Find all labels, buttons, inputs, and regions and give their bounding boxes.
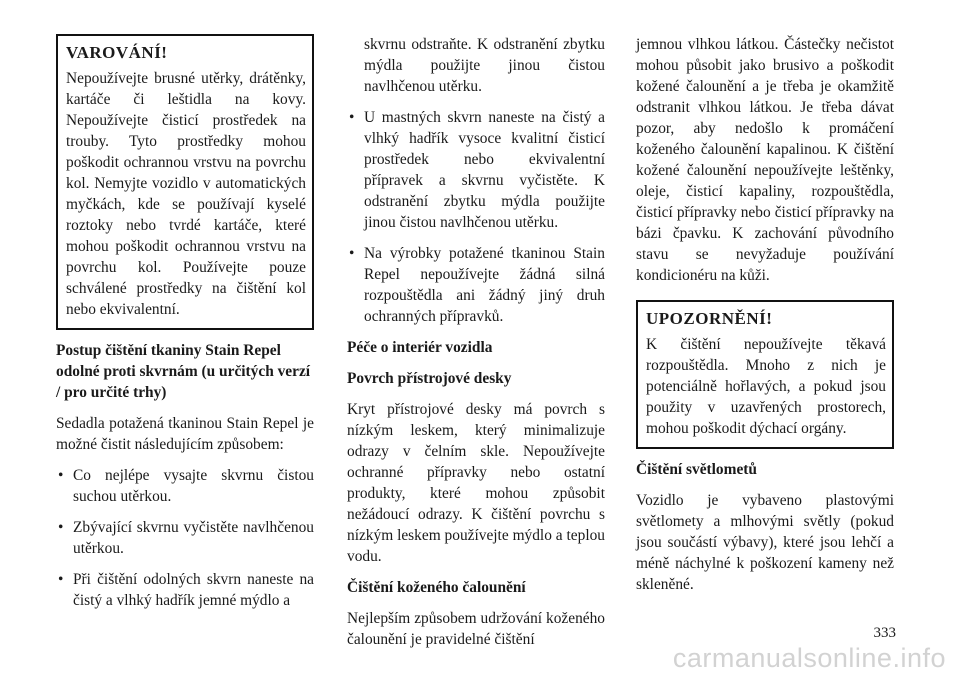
warning-box xyxy=(56,34,314,330)
list-item: • Na výrobky potažené tkaninou Stain Repel nepoužívejte žádná silná rozpouštědla ani žádný jiný druh ochranných přípravků. xyxy=(347,243,605,327)
bullet-continuation: skvrnu odstraňte. K odstranění zbytku mýdla použijte jinou čistou navlhčenou utěrku. xyxy=(364,36,605,95)
leather-heading: Čištění koženého čalounění xyxy=(347,579,526,596)
headlights-heading: Čištění světlometů xyxy=(636,461,757,478)
list-item: • Zbývající skvrnu vyčistěte navlhčenou utěrkou. xyxy=(56,517,314,559)
stain-repel-bullets xyxy=(56,465,314,611)
interior-care-heading: Péče o interiér vozidla xyxy=(347,339,493,356)
list-item: • Při čištění odolných skvrn naneste na čistý a vlhký hadřík jemné mýdlo a xyxy=(56,569,314,611)
column-1 xyxy=(56,34,314,621)
stain-repel-bullets-continued xyxy=(347,107,605,327)
leather-paragraph-continued: jemnou vlhkou látkou. Částečky nečistot mohou působit jako brusivo a poškodit kožené čalounění a je třeba je okamžitě odstranit vlhkou látkou. Je třeba dávat pozor, aby nedošlo k promáčení koženého čalounění kapalinou. K čištění kožené čalounění nepoužívejte leštěnky, oleje, čisticí kapaliny, rozpouštědla, čisticí přípravky nebo čisticí přípravky na bázi čpavku. K zachování původního stavu se nevyžaduje používání kondicionéru na kůži. xyxy=(636,36,894,284)
stain-repel-intro: Sedadla potažená tkaninou Stain Repel je možné čistit následujícím způsobem: xyxy=(56,415,314,453)
headlights-paragraph: Vozidlo je vybaveno plastovými světlomety a mlhovými světly (pokud jsou součástí výbavy), které jsou lehčí a méně náchylné k poškození kameny než skleněné. xyxy=(636,492,894,593)
column-3 xyxy=(636,34,894,605)
dashboard-heading: Povrch přístrojové desky xyxy=(347,370,512,387)
warning-text: Nepoužívejte brusné utěrky, drátěnky, kartáče či leštidla na kovy. Nepoužívejte čisticí prostředek na trouby. Tyto prostředky mohou poškodit ochrannou vrstvu na povrchu kol. Nemyjte vozidlo v automatických myčkách, kde se používají kyselé roztoky nebo tvrdé kartáče, které mohou poškodit ochrannou vrstvu na povrchu kol. Používejte pouze schválené prostředky na čištění kol nebo ekvivalentní. xyxy=(66,70,306,318)
list-item: • Co nejlépe vysajte skvrnu čistou suchou utěrkou. xyxy=(56,465,314,507)
leather-paragraph: Nejlepším způsobem udržování koženého čalounění je pravidelné čištění xyxy=(347,610,605,648)
caution-title: UPOZORNĚNÍ! xyxy=(646,309,773,328)
stain-repel-heading: Postup čištění tkaniny Stain Repel odolné proti skvrnám (u určitých verzí / pro určité trhy) xyxy=(56,342,311,401)
dashboard-paragraph: Kryt přístrojové desky má povrch s nízkým leskem, který minimalizuje odrazy v čelním skle. Nepoužívejte ochranné přípravky nebo ostatní produkty, které mohou způsobit nežádoucí odrazy. K čištění povrchu s nízkým leskem používejte mýdlo a teplou vodu. xyxy=(347,401,605,565)
list-item: • U mastných skvrn naneste na čistý a vlhký hadřík vysoce kvalitní čisticí prostředek nebo ekvivalentní přípravek a skvrnu vyčistěte. K odstranění zbytku mýdla použijte jinou čistou navlhčenou utěrku. xyxy=(347,107,605,233)
watermark: carmanualsonline.info xyxy=(672,643,946,673)
page-number: 333 xyxy=(873,625,896,641)
caution-box xyxy=(636,300,894,449)
caution-text: K čištění nepoužívejte těkavá rozpouštědla. Mnoho z nich je potenciálně hořlavých, a pokud jsou použity v uzavřených prostorech, mohou poškodit dýchací orgány. xyxy=(646,336,886,437)
column-2 xyxy=(347,34,605,660)
warning-title: VAROVÁNÍ! xyxy=(66,43,168,62)
